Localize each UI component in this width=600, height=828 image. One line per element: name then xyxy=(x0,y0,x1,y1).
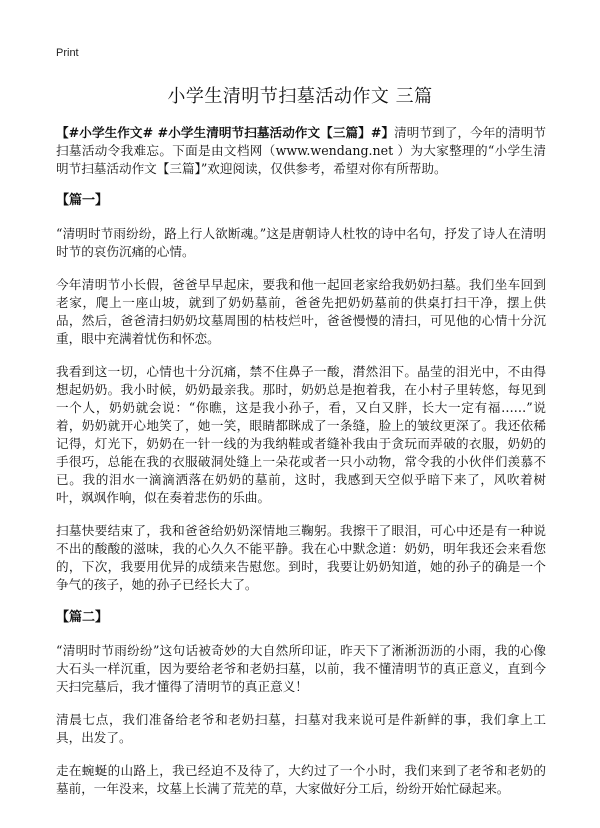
intro-paragraph xyxy=(56,124,546,178)
section2-paragraph-2: 清晨七点，我们准备给老爷和老奶扫墓，扫墓对我来说可是件新鲜的事，我们拿上工具，出发了。 xyxy=(56,712,546,745)
section1-paragraph-2: 今年清明节小长假，爸爸早早起床，要我和他一起回老家给我奶奶扫墓。我们坐车回到老家，爬上一座山坡，就到了奶奶墓前，爸爸先把奶奶墓前的供桌打扫干净，摆上供品，然后，爸爸清扫奶奶坟墓周围的枯枝烂叶，爸爸慢慢的清扫，可见他的心情十分沉重，眼中充满着忧伤和怀恋。 xyxy=(56,277,546,346)
intro-tag-line: 【#小学生作文# #小学生清明节扫墓活动作文【三篇】#】 xyxy=(56,125,395,140)
print-link[interactable]: Print xyxy=(56,47,79,59)
section1-paragraph-4: 扫墓快要结束了，我和爸爸给奶奶深情地三鞠躬。我擦干了眼泪，可心中还是有一种说不出的酸酸的滋味，我的心久久不能平静。我在心中默念道：奶奶，明年我还会来看您的，下次，我要用优异的成绩来告慰您。到时，我要让奶奶知道，她的孙子的确是一个争气的孩子，她的孙子已经长大了。 xyxy=(56,523,546,592)
section2-paragraph-1: “清明时节雨纷纷”这句话被奇妙的大自然所印证，昨天下了淅淅沥沥的小雨，我的心像大石头一样沉重，因为要给老爷和老奶扫墓，以前，我不懂清明节的真正意义，直到今天扫完墓后，我才懂得了清明节的真正意义！ xyxy=(56,643,546,694)
section-heading-2: 【篇二】 xyxy=(56,610,109,625)
section2-paragraph-3: 走在蜿蜒的山路上，我已经迫不及待了，大约过了一个小时，我们来到了老爷和老奶的墓前，一年没来，坟墓上长满了荒芜的草，大家做好分工后，纷纷开始忙碌起来。 xyxy=(56,763,546,796)
article-title: 小学生清明节扫墓活动作文 三篇 xyxy=(167,86,433,107)
section1-paragraph-1: “清明时节雨纷纷，路上行人欲断魂。”这是唐朝诗人杜牧的诗中名句，抒发了诗人在清明时节的哀伤沉痛的心情。 xyxy=(56,226,546,259)
article-body xyxy=(56,124,546,813)
section1-paragraph-3: 我看到这一切，心情也十分沉痛，禁不住鼻子一酸，潸然泪下。晶莹的泪光中，不由得想起奶奶。我小时候，奶奶最亲我。那时，奶奶总是抱着我，在小村子里转悠，每见到一个人，奶奶就会说：“你瞧，这是我小孙子，看，又白又胖，长大一定有福……”说着，奶奶就开心地笑了，她一笑，眼睛都眯成了一条缝，脸上的皱纹更深了。我还依稀记得，灯光下，奶奶在一针一线的为我纳鞋或者缝补我由于贪玩而弄破的衣服，奶奶的手很巧，总能在我的衣服破洞处缝上一朵花或者一只小动物，常令我的小伙伴们羡慕不已。我的泪水一滴滴洒落在奶奶的墓前，这时，我感到天空似乎暗下来了，风吹着树叶，飒飒作响，似在奏着悲伤的乐曲。 xyxy=(56,364,546,505)
section-heading-1: 【篇一】 xyxy=(56,193,109,208)
intro-text: 清明节到了，今年的清明节扫墓活动令我难忘。下面是由文档网（www.wendang.net ）为大家整理的“小学生清明节扫墓活动作文【三篇】”欢迎阅读，仅供参考，希望对你有所帮助。 xyxy=(56,125,547,176)
